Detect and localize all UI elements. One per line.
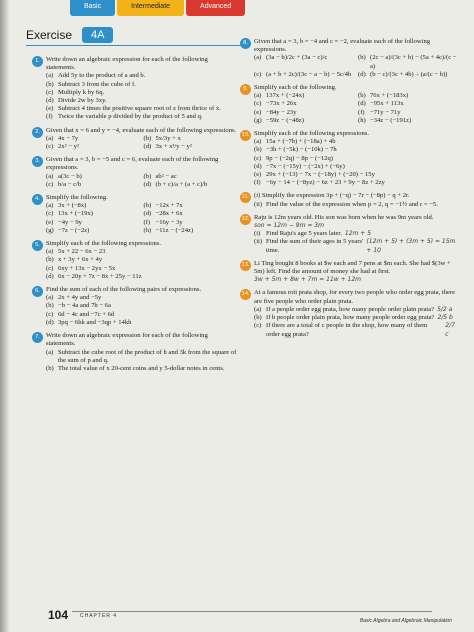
question-part [46,319,237,327]
question-part [254,171,458,179]
part-text: 3x + (−8x) [58,202,87,210]
question [240,130,458,187]
handwritten-answer: (12m + 5) + (3m + 5) = 15m + 10 [366,238,456,254]
part-label: (a) [46,294,54,302]
part-label: (c) [46,210,54,218]
question-part [46,202,140,210]
part-text: 6x − 20y + 7z − 8x + 25y − 11z [58,272,142,280]
handwritten-answer: 2/5 b [437,314,453,322]
part-label: (a) [46,172,54,180]
question-part [144,135,238,143]
question-part [254,109,354,117]
part-text: Find the sum of their ages in 5 years' time. [266,238,364,254]
part-label: (a) [46,248,54,256]
page-footer [0,606,474,632]
part-label: (c) [254,322,262,330]
question-part [254,238,458,254]
question [240,289,458,338]
part-text: −16y − 3y [155,218,183,226]
part-label: (d) [46,97,54,105]
question-parts [46,349,237,374]
part-text: (b − c)/(3c + 4b) ÷ (a/(c − b)) [370,70,448,78]
question-part [46,210,140,218]
part-text: 5x/3y + x [155,134,181,142]
part-label: (d) [358,70,366,78]
part-text: (3a − b)/2c + (3a − c)/c [266,54,328,62]
question-parts [254,54,458,79]
part-text: If a people order egg prata, how many people order plain prata? [266,305,435,313]
question-number: 14. [240,289,251,300]
part-text: Find the value of the expression when p = 2, q = −1½ and r = −5. [266,200,438,208]
part-label: (b) [46,256,54,264]
part-label: (c) [46,180,54,188]
question-part [254,322,458,338]
part-text: If b people order plain prata, how many people order egg prata? [266,314,435,322]
question-part [254,155,458,163]
part-label: (a) [46,72,54,80]
part-label: (c) [46,310,54,318]
question-parts [254,138,458,187]
part-label: (a) [254,138,262,146]
part-text: −71y − 71y [370,108,401,116]
question-parts [254,201,458,209]
part-text: −84y − 23y [266,108,297,116]
book-spine-shadow [0,0,10,632]
question-parts [46,72,237,121]
question-text: Given that a = 3, b = −5 and c = 6, evaluate each of the following expressions. [46,156,219,172]
part-text: 6d − 4c and −7c + 6d [58,310,115,318]
part-label: (c) [46,88,54,96]
question-part [144,219,238,227]
question-part [254,314,458,322]
question-part [46,181,140,189]
question-text: Given that x = 6 and y = −4, evaluate each of the following expressions. [46,126,237,134]
question-text: Simplify the following. [46,194,108,202]
exercise-title: Exercise [26,27,73,42]
part-text: −95x + 113x [370,100,404,108]
question-part [358,71,458,79]
tab-intermediate: Intermediate [117,0,184,16]
part-label: (b) [143,134,152,142]
question-part [144,173,238,181]
question-part [144,143,238,151]
question-number: 10. [240,130,251,141]
part-text: −6y − 14 − (−8yz) − 6z + 23 + 9y − 8z + 2zy [266,179,385,187]
question-part [46,273,237,281]
question-text: Find the sum of each of the following pairs of expressions. [46,286,202,294]
part-text: 29x + (−13) − 7x − (−18y) + (−20) − 15y [266,171,375,179]
question-part [144,202,238,210]
question-part [46,173,140,181]
question-part [254,230,458,238]
question-number: 4. [32,194,43,205]
part-label: (a) [46,134,54,142]
tab-basic: Basic [70,0,115,16]
part-label: (b) [254,314,262,322]
part-label: (b) [143,172,152,180]
page-number: 104 [48,608,69,622]
question-parts [46,173,237,189]
question-number: 5. [32,240,43,251]
part-text: b/a − c/b [58,180,82,188]
part-text: Divide 2w by 3xy. [58,97,107,105]
part-text: Add 5y to the product of a and b. [58,72,146,80]
part-label: (d) [143,210,152,218]
question-part [144,210,238,218]
part-label: (c) [254,154,262,162]
part-label: (d) [143,180,152,188]
part-text: 6xy + 13x − 2yx − 5x [58,264,116,272]
question-part [144,181,238,189]
part-label: (c) [254,100,262,108]
question-part [46,294,237,302]
part-label: (a) [254,92,262,100]
part-text: −28x + 6x [155,210,183,218]
part-label: (d) [254,162,262,170]
question-number: 11. [240,192,251,203]
question-part [358,117,458,125]
question-part [144,227,238,235]
part-text: If there are a total of c people in the shop, how many of them order egg prata? [266,322,428,338]
question [240,38,458,79]
question [32,127,237,152]
question-part [46,365,237,373]
question-part [254,163,458,171]
part-label: (a) [254,305,262,313]
question-part [46,265,237,273]
question [32,56,237,122]
question-part [46,256,237,264]
question-part [46,349,237,365]
part-text: 9p − (−2q) − 8p − (−12q) [266,154,333,162]
question-part [254,54,354,70]
question-text: Li Ting bought 8 books at $w each and 7 pens at $m each. She had $(3w + 5m) left. Find the amount of money she had at first. [254,259,451,276]
part-text: Find Raju's age 5 years later. [266,230,342,238]
part-text: −b − 4a and 7b − 6a [58,302,111,310]
question-part [358,109,458,117]
question-number: 12. [240,214,251,225]
part-text: −59z − (−48z) [266,116,304,124]
question [240,84,458,125]
part-text: Subtract 3 from the cube of f. [58,80,136,88]
question-parts [46,294,237,327]
tab-advanced: Advanced [186,0,245,16]
part-text: (b + c)/a + (a + c)/b [155,180,208,188]
part-label: (c) [46,143,54,151]
question-parts [254,306,458,339]
part-label: (f) [143,218,151,226]
part-label: (b) [358,54,366,62]
question-part [254,179,458,187]
question-part [358,100,458,108]
part-text: ab² − ac [155,172,177,180]
question [240,192,458,208]
question-text: Raju is 12m years old. His son was born when he was 9m years old. [254,213,434,221]
question-parts [46,135,237,151]
question-part [46,248,237,256]
part-label: (h) [358,116,366,124]
part-label: (e) [46,218,54,226]
part-label: (e) [46,105,54,113]
part-label: (e) [254,108,262,116]
part-text: 2x² − y² [58,143,79,151]
part-label: (e) [254,171,262,179]
question-part [46,113,237,121]
part-label: (ii) [254,200,263,208]
part-text: −11z − (−24z) [155,226,194,234]
footer-rule [72,611,432,612]
question-text: Write down an algebraic expression for each of the following statements. [46,56,208,72]
question [240,214,458,255]
right-column [240,38,458,344]
level-tabs [70,0,247,16]
question [32,194,237,235]
question-part [254,100,354,108]
part-text: x + 3y + 6x + 4y [58,256,103,264]
question-text: (i) Simplify the expression 3p + (−q) − 7r − (−8p) − q + 2r. [254,192,410,200]
part-text: Subtract the cube root of the product of h and 3k from the square of the sum of p and q. [58,348,237,364]
question [32,332,237,373]
question-part [46,105,237,113]
question-part [254,117,354,125]
part-label: (d) [143,143,152,151]
part-text: −34z − (−191z) [370,116,412,124]
question [240,260,458,285]
part-label: (b) [46,302,54,310]
question-part [254,71,354,79]
question-part [358,54,458,70]
question-text: At a famous roti prata shop, for every two people who order egg prata, there are five people who order plain prata. [254,289,456,305]
part-text: 2x + 4y and −5y [58,294,102,302]
question-text: Simplify each of the following. [254,84,337,92]
question-part [254,146,458,154]
question [32,286,237,327]
handwritten-answer: 12m + 5 [344,230,372,238]
part-label: (a) [46,348,54,356]
part-text: 3x + x³/y − y² [155,143,192,151]
part-label: (d) [358,100,366,108]
question-part [254,201,458,209]
part-text: 3pq − 6hk and −3qp + 14kh [58,318,132,326]
handwritten-answer: 2/7 c [445,322,455,338]
part-text: Multiply k by 6q. [58,88,105,96]
question-number: 8. [240,38,251,49]
exercise-badge: 4A [82,27,113,43]
chapter-label: CHAPTER 4 [80,613,118,619]
part-label: (b) [143,202,152,210]
part-text: (a + b + 2c)/(3c − a − b) − 5c/4b [266,70,352,78]
question [32,156,237,189]
question-part [254,92,354,100]
question-text: Write down an algebraic expression for each of the following statements. [46,332,208,348]
handwritten-note: son = 12m − 9m = 3m [254,222,324,230]
left-column [32,56,237,378]
part-label: (f) [254,179,261,187]
part-text: a(3c − b) [58,172,82,180]
part-text: −12x + 7x [155,202,183,210]
part-label: (b) [46,364,54,372]
part-label: (d) [46,272,54,280]
part-label: (g) [254,116,262,124]
part-label: (b) [358,92,366,100]
part-text: Subtract 4 times the positive square root of z from thrice of x. [58,105,221,113]
question-number: 9. [240,84,251,95]
part-text: 4x − 7y [58,134,79,142]
part-text: −7x − (−15y) − (−2x) + (−6y) [266,162,345,170]
chapter-title: Basic Algebra and Algebraic Manipulation [359,618,452,624]
part-label: (c) [46,264,54,272]
question-part [254,138,458,146]
question-number: 2. [32,127,43,138]
question-part [46,219,140,227]
question-part [46,227,140,235]
part-text: 5x + 22 − 6x − 23 [58,248,106,256]
question-text: Simplify each of the following expressions. [46,240,162,248]
question [32,240,237,281]
part-text: 15a + (−7b) + (−18a) + 4b [266,138,336,146]
question-parts [254,230,458,255]
part-text: 76x + (−183x) [370,92,409,100]
question-part [46,89,237,97]
part-label: (f) [358,108,365,116]
part-label: (g) [46,226,54,234]
part-label: (b) [254,146,262,154]
question-number: 7. [32,332,43,343]
part-text: (2c − a)/(3c + b) − (5a + 4c)/(c − a) [370,54,457,70]
part-label: (f) [46,113,53,121]
part-label: (d) [46,318,54,326]
part-label: (h) [143,226,152,234]
handwritten-answer: 5/2 a [437,305,453,313]
question-parts [254,92,458,125]
question-part [46,143,140,151]
question-number: 1. [32,56,43,67]
question-number: 6. [32,286,43,297]
part-label: (a) [254,54,262,62]
question-number: 13. [240,260,251,271]
exercise-header [26,24,241,46]
part-text: −4y − 9y [58,218,82,226]
question-part [46,72,237,80]
part-text: The total value of x 20-cent coins and y 5-dollar notes in cents. [58,364,225,372]
question-part [46,311,237,319]
question-part [358,92,458,100]
part-label: (a) [46,202,54,210]
question-text: Given that a = 3, b = −4 and c = −2, evaluate each of the following expressions. [254,38,431,54]
part-label: (b) [46,80,54,88]
question-part [254,306,458,314]
question-part [46,135,140,143]
handwritten-note: 3w + 5m + 8w + 7m = 11w + 12m [254,276,362,284]
part-text: Twice the variable p divided by the product of 5 and q. [58,113,203,121]
question-parts [46,202,237,235]
part-text: −73x + 26x [266,100,297,108]
question-parts [46,248,237,281]
part-label: (i) [254,230,261,238]
part-text: 137x + (−24x) [266,92,305,100]
part-text: −3h + (−5k) − (−10k) − 7h [266,146,337,154]
question-number: 3. [32,156,43,167]
question-part [46,302,237,310]
part-text: 13x + (−19x) [58,210,93,218]
part-label: (ii) [254,238,263,246]
question-part [46,81,237,89]
question-part [46,97,237,105]
part-label: (c) [254,70,262,78]
question-text: Simplify each of the following expressions. [254,130,370,138]
part-text: −7z − (−2z) [58,226,90,234]
